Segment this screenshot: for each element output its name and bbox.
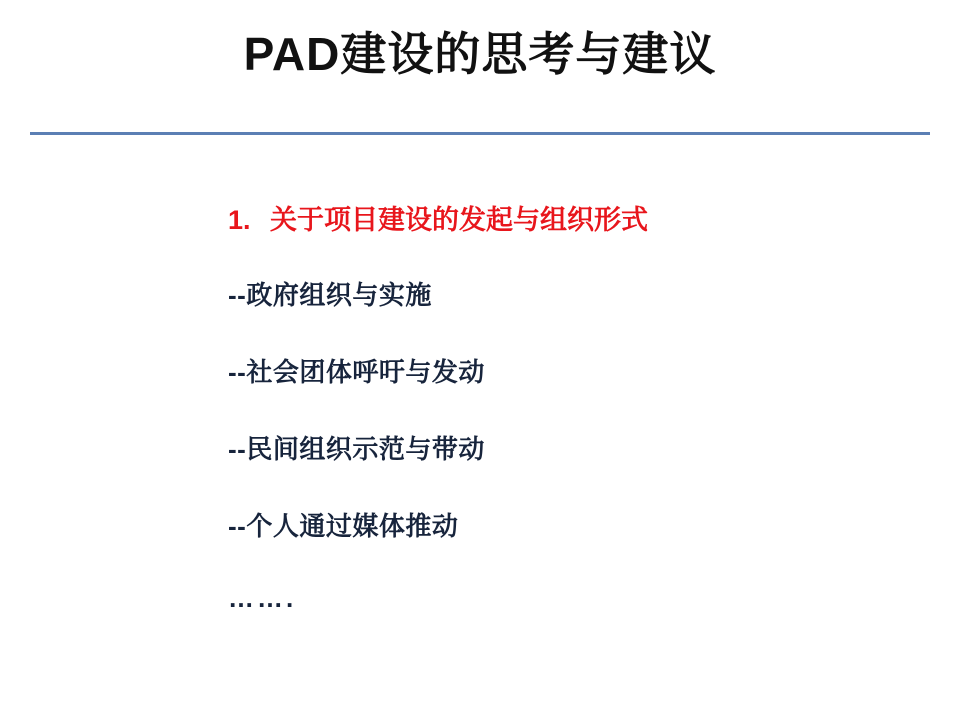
list-item: --社会团体呼吁与发动	[228, 357, 485, 387]
slide-body	[228, 198, 928, 614]
title-divider	[30, 132, 930, 135]
list-item: --政府组织与实施	[228, 280, 432, 310]
section-heading-number: 1.	[228, 205, 251, 235]
list-item: …….	[228, 583, 297, 613]
page-title: PAD建设的思考与建议	[243, 28, 717, 80]
section-heading-text: 关于项目建设的发起与组织形式	[270, 205, 648, 235]
list-item: --个人通过媒体推动	[228, 511, 459, 541]
list-item: --民间组织示范与带动	[228, 434, 485, 464]
section-heading	[228, 198, 928, 237]
